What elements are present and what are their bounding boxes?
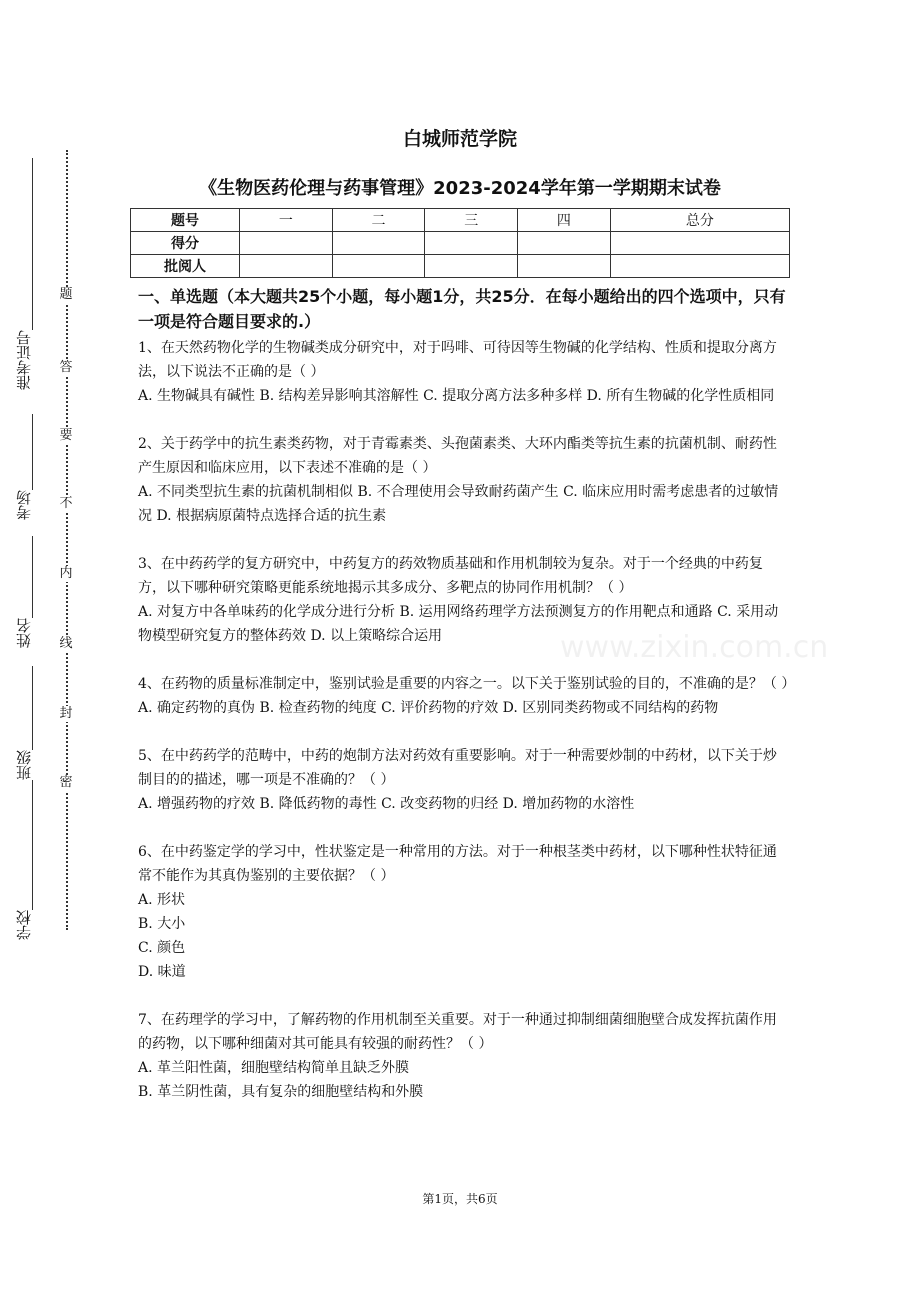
seal-char: 内 — [59, 566, 73, 581]
field-label: 准考证号 — [15, 330, 33, 390]
seal-char: 题 — [59, 287, 73, 302]
question-text: 3、在中药药学的复方研究中，中药复方的药效物质基础和作用机制较为复杂。对于一个经典的中药复方，以下哪种研究策略更能系统地揭示其多成分、多靶点的协同作用机制？（ ） — [138, 556, 763, 596]
binding-margin — [0, 0, 80, 1302]
question-text: 2、关于药学中的抗生素类药物，对于青霉素类、头孢菌素类、大环内酯类等抗生素的抗菌机制、耐药性产生原因和临床应用，以下表述不准确的是（ ） — [138, 436, 777, 476]
section-heading: 一、单选题（本大题共25个小题，每小题1分，共25分．在每小题给出的四个选项中，只有一项是符合题目要求的.） — [138, 287, 786, 331]
question-options: A. 生物碱具有碱性 B. 结构差异影响其溶解性 C. 提取分离方法多种多样 D. 所有生物碱的化学性质相同 — [138, 388, 775, 404]
grader-input-cell[interactable] — [425, 255, 518, 278]
field-exam-room[interactable] — [14, 490, 34, 520]
option-c: C. 颜色 — [138, 940, 186, 956]
option-a: A. 形状 — [138, 892, 186, 908]
field-class[interactable] — [14, 750, 34, 780]
question-4 — [138, 672, 796, 720]
field-label: 考场 — [15, 490, 33, 520]
table-cell: 总分 — [610, 209, 789, 232]
table-cell: 二 — [332, 209, 425, 232]
option-d: D. 味道 — [138, 964, 186, 980]
page-footer: 第1页，共6页 — [422, 1192, 498, 1206]
field-underline — [32, 536, 33, 618]
field-underline — [32, 780, 33, 910]
question-text: 1、在天然药物化学的生物碱类成分研究中，对于吗啡、可待因等生物碱的化学结构、性质和提取分离方法，以下说法不正确的是（ ） — [138, 340, 777, 380]
grader-input-cell[interactable] — [518, 255, 611, 278]
field-label: 学校 — [15, 910, 33, 940]
score-input-cell[interactable] — [610, 232, 789, 255]
seal-char: 线 — [59, 636, 73, 651]
table-row — [131, 209, 790, 232]
question-1 — [138, 336, 790, 408]
seal-char: 不 — [59, 496, 73, 511]
field-underline — [32, 666, 33, 750]
field-underline — [32, 414, 33, 490]
seal-char: 要 — [59, 428, 73, 443]
exam-title: 《生物医药伦理与药事管理》2023-2024学年第一学期期末试卷 — [199, 178, 721, 199]
school-name: 白城师范学院 — [402, 128, 517, 150]
question-2 — [138, 432, 790, 528]
table-row — [131, 232, 790, 255]
question-options: A. 对复方中各单味药的化学成分进行分析 B. 运用网络药理学方法预测复方的作用靶点和通路 C. 采用动物模型研究复方的整体药效 D. 以上策略综合运用 — [138, 604, 779, 644]
watermark: www.zixin.com.cn — [560, 630, 829, 665]
field-underline — [32, 158, 33, 330]
table-cell: 得分 — [131, 232, 240, 255]
question-6 — [138, 840, 790, 984]
question-options: A. 增强药物的疗效 B. 降低药物的毒性 C. 改变药物的归经 D. 增加药物的水溶性 — [138, 796, 635, 812]
table-cell: 一 — [240, 209, 333, 232]
score-input-cell[interactable] — [240, 232, 333, 255]
table-row — [131, 255, 790, 278]
option-b: B. 大小 — [138, 916, 186, 932]
field-name[interactable] — [14, 618, 34, 648]
grader-input-cell[interactable] — [240, 255, 333, 278]
score-input-cell[interactable] — [518, 232, 611, 255]
seal-char: 答 — [59, 360, 73, 375]
grader-input-cell[interactable] — [332, 255, 425, 278]
score-table — [130, 208, 790, 278]
question-text: 4、在药物的质量标准制定中，鉴别试验是重要的内容之一。以下关于鉴别试验的目的，不准确的是？（ ） — [138, 676, 796, 692]
option-b: B. 革兰阴性菌，具有复杂的细胞壁结构和外膜 — [138, 1084, 424, 1100]
option-a: A. 革兰阳性菌，细胞壁结构简单且缺乏外膜 — [138, 1060, 410, 1076]
question-5 — [138, 744, 790, 816]
grader-input-cell[interactable] — [610, 255, 789, 278]
field-label: 姓名 — [15, 618, 33, 648]
question-text: 7、在药理学的学习中，了解药物的作用机制至关重要。对于一种通过抑制细菌细胞壁合成发挥抗菌作用的药物，以下哪种细菌对其可能具有较强的耐药性？（ ） — [138, 1012, 777, 1052]
table-cell: 三 — [425, 209, 518, 232]
field-exam-number[interactable] — [14, 330, 34, 390]
question-7 — [138, 1008, 790, 1104]
score-input-cell[interactable] — [425, 232, 518, 255]
question-options: A. 不同类型抗生素的抗菌机制相似 B. 不合理使用会导致耐药菌产生 C. 临床应用时需考虑患者的过敏情况 D. 根据病原菌特点选择合适的抗生素 — [138, 484, 779, 524]
field-label: 班级 — [15, 750, 33, 780]
seal-char: 密 — [59, 775, 73, 790]
table-cell: 批阅人 — [131, 255, 240, 278]
table-cell: 四 — [518, 209, 611, 232]
field-school[interactable] — [14, 910, 34, 940]
question-text: 6、在中药鉴定学的学习中，性状鉴定是一种常用的方法。对于一种根茎类中药材，以下哪种性状特征通常不能作为其真伪鉴别的主要依据？（ ） — [138, 844, 777, 884]
question-section — [138, 284, 796, 1128]
table-cell: 题号 — [131, 209, 240, 232]
question-text: 5、在中药药学的范畴中，中药的炮制方法对药效有重要影响。对于一种需要炒制的中药材，以下关于炒制目的的描述，哪一项是不准确的？（ ） — [138, 748, 777, 788]
seal-dotted-line — [66, 150, 68, 930]
question-options: A. 确定药物的真伪 B. 检查药物的纯度 C. 评价药物的疗效 D. 区别同类药物或不同结构的药物 — [138, 700, 719, 716]
score-input-cell[interactable] — [332, 232, 425, 255]
seal-char: 封 — [59, 706, 73, 721]
